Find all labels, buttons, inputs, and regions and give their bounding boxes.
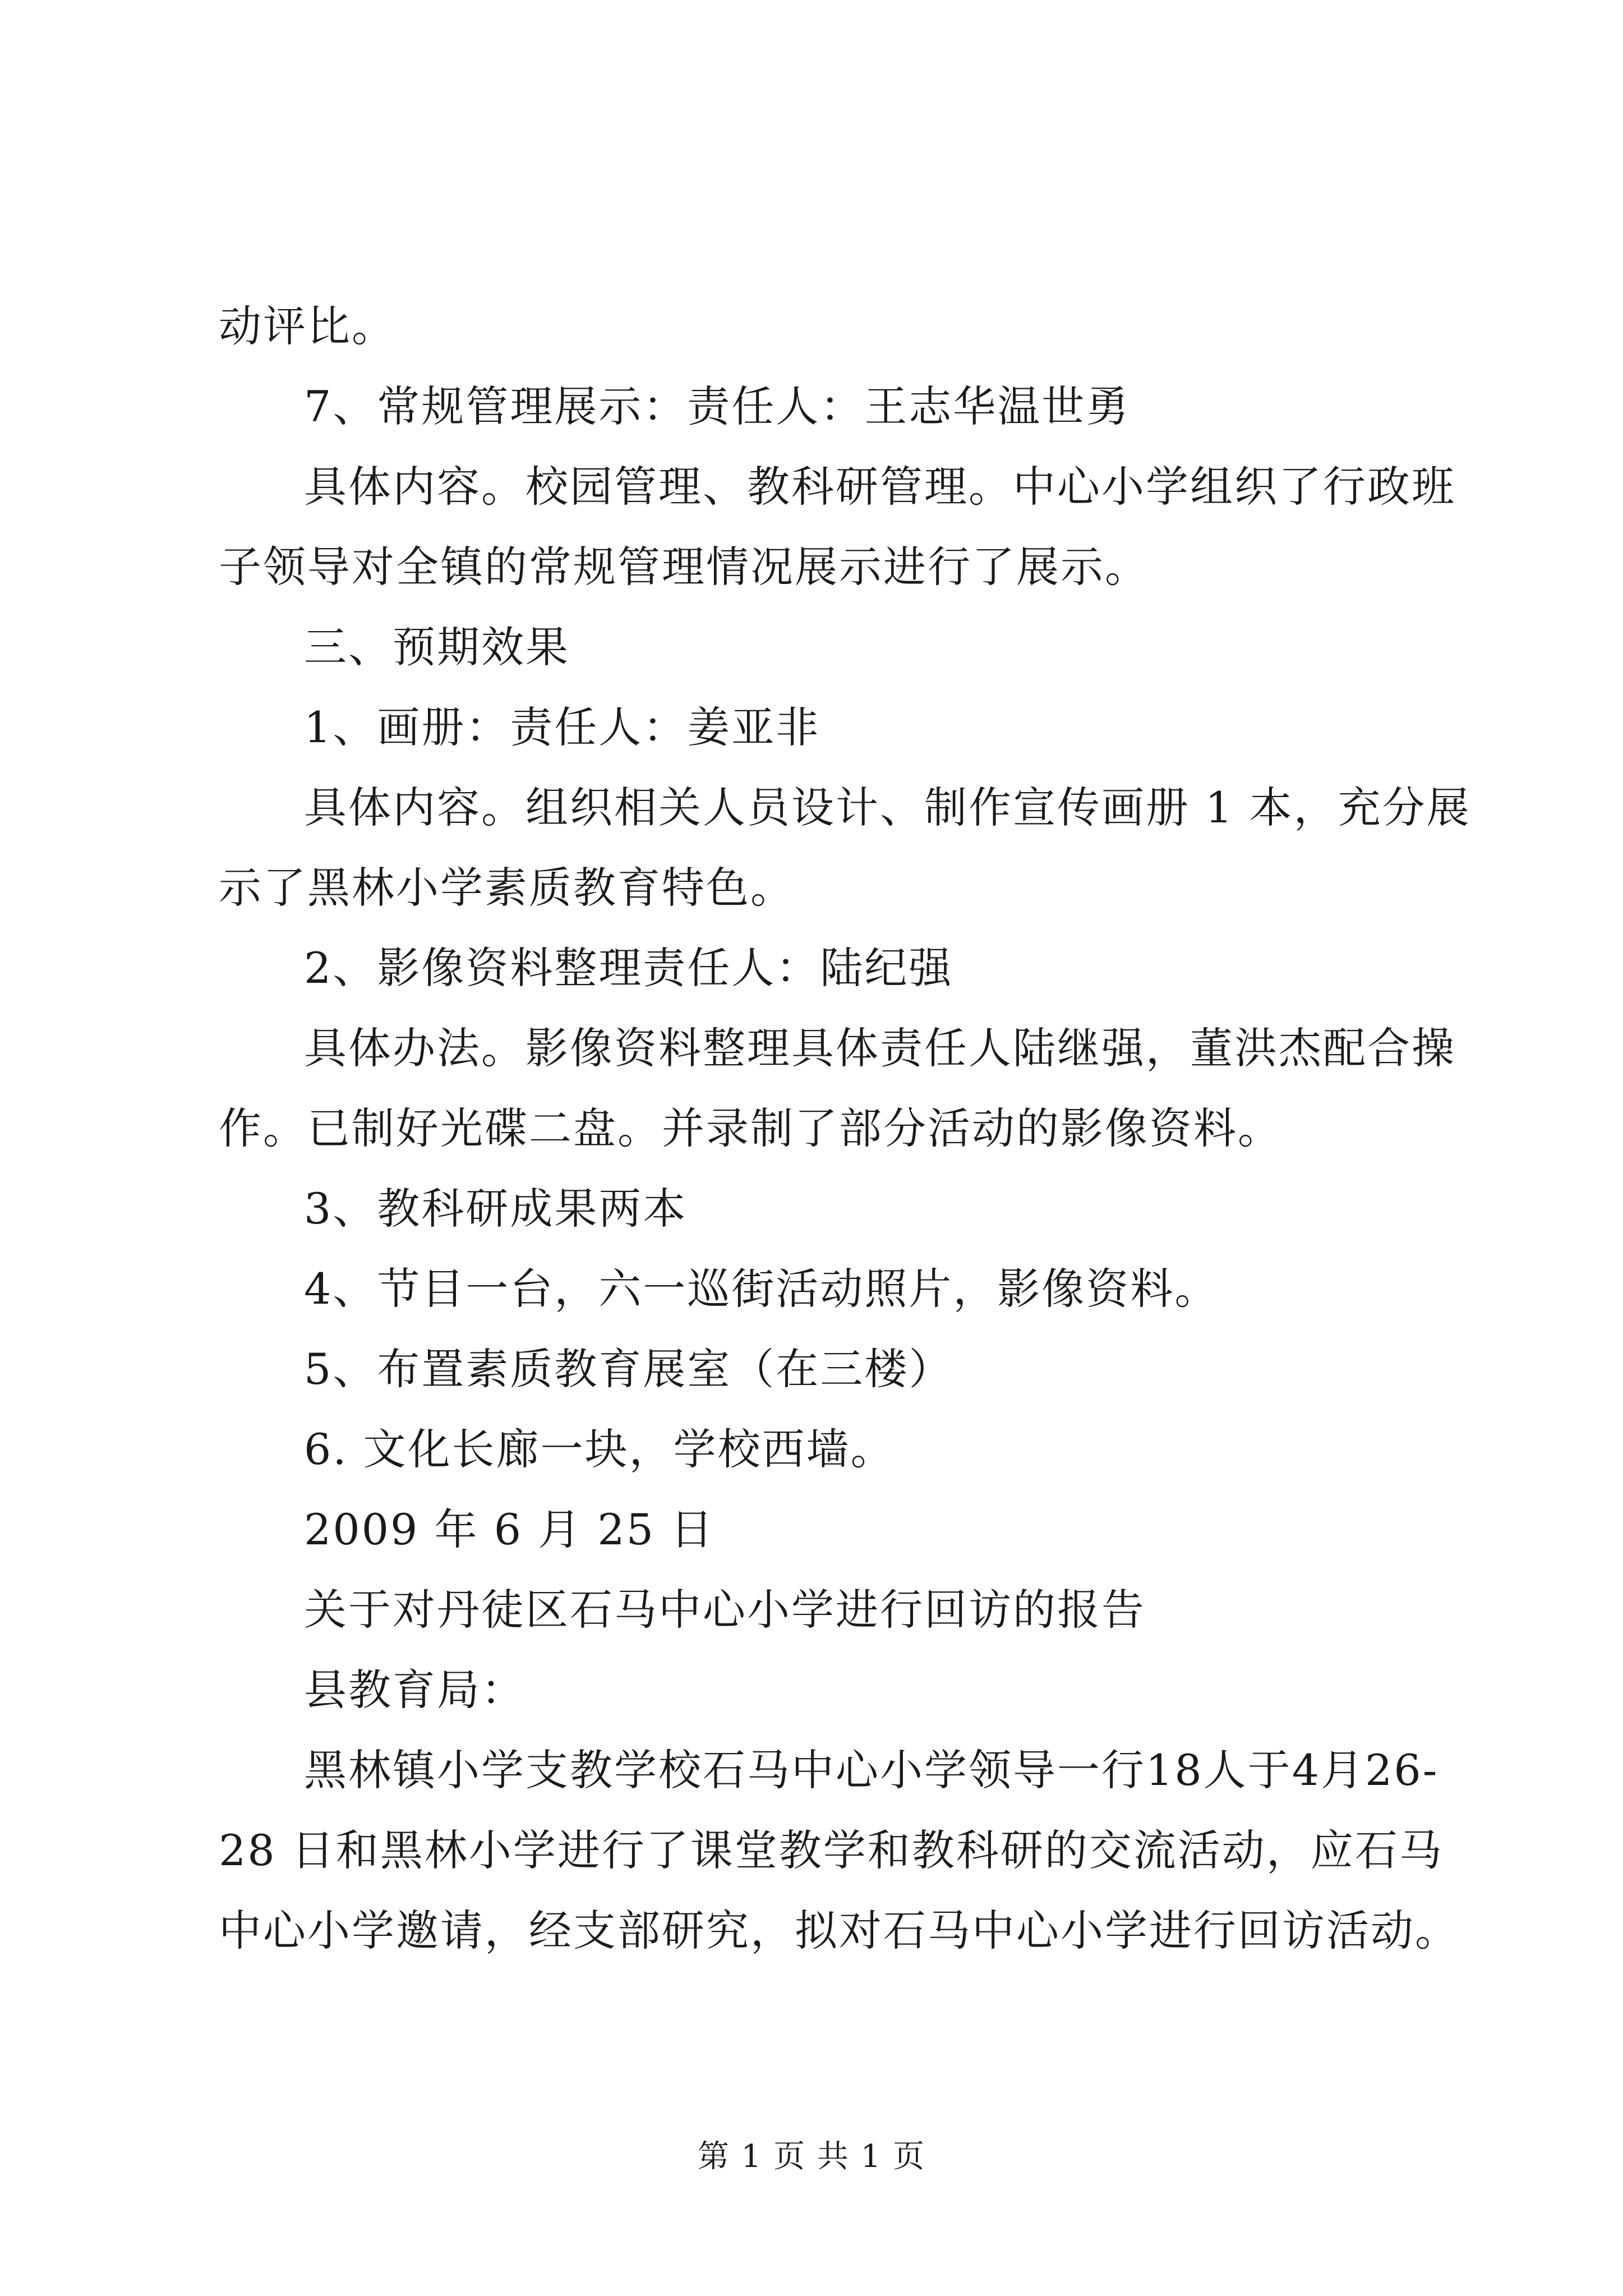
report-title: 关于对丹徒区石马中心小学进行回访的报告 [304, 1585, 1146, 1635]
text-line: 28 日和黑林小学进行了课堂教学和教科研的交流活动，应石马 [219, 1825, 1444, 1875]
text-line: 1、画册：责任人：姜亚非 [304, 702, 820, 752]
text-line: 动评比。 [219, 301, 396, 351]
document-body [219, 286, 1471, 1971]
text-line: 5、布置素质教育展室（在三楼） [304, 1344, 953, 1394]
text-line: 7、常规管理展示：责任人：王志华温世勇 [304, 381, 1131, 431]
section-heading: 三、预期效果 [304, 622, 570, 672]
text-line: 2、影像资料整理责任人：陆纪强 [304, 943, 953, 993]
recipient-line: 县教育局： [304, 1665, 525, 1715]
text-line: 6. 文化长廊一块，学校西墙。 [304, 1424, 895, 1474]
text-line: 子领导对全镇的常规管理情况展示进行了展示。 [219, 542, 1149, 592]
date-line: 2009 年 6 月 25 日 [304, 1504, 715, 1554]
text-line: 具体办法。影像资料整理具体责任人陆继强，董洪杰配合操 [304, 1023, 1456, 1073]
text-line: 3、教科研成果两本 [304, 1184, 688, 1234]
text-line: 具体内容。校园管理、教科研管理。中心小学组织了行政班 [304, 462, 1456, 512]
text-line: 4、节目一台，六一巡街活动照片，影像资料。 [304, 1264, 1219, 1314]
text-line: 示了黑林小学素质教育特色。 [219, 863, 795, 913]
page-footer: 第 1 页 共 1 页 [697, 2138, 926, 2175]
text-line: 黑林镇小学支教学校石马中心小学领导一行18人于4月26- [304, 1745, 1439, 1795]
text-line: 作。已制好光碟二盘。并录制了部分活动的影像资料。 [219, 1103, 1282, 1153]
text-line: 具体内容。组织相关人员设计、制作宣传画册 1 本，充分展 [304, 783, 1471, 832]
text-line: 中心小学邀请，经支部研究，拟对石马中心小学进行回访活动。 [219, 1906, 1459, 1955]
